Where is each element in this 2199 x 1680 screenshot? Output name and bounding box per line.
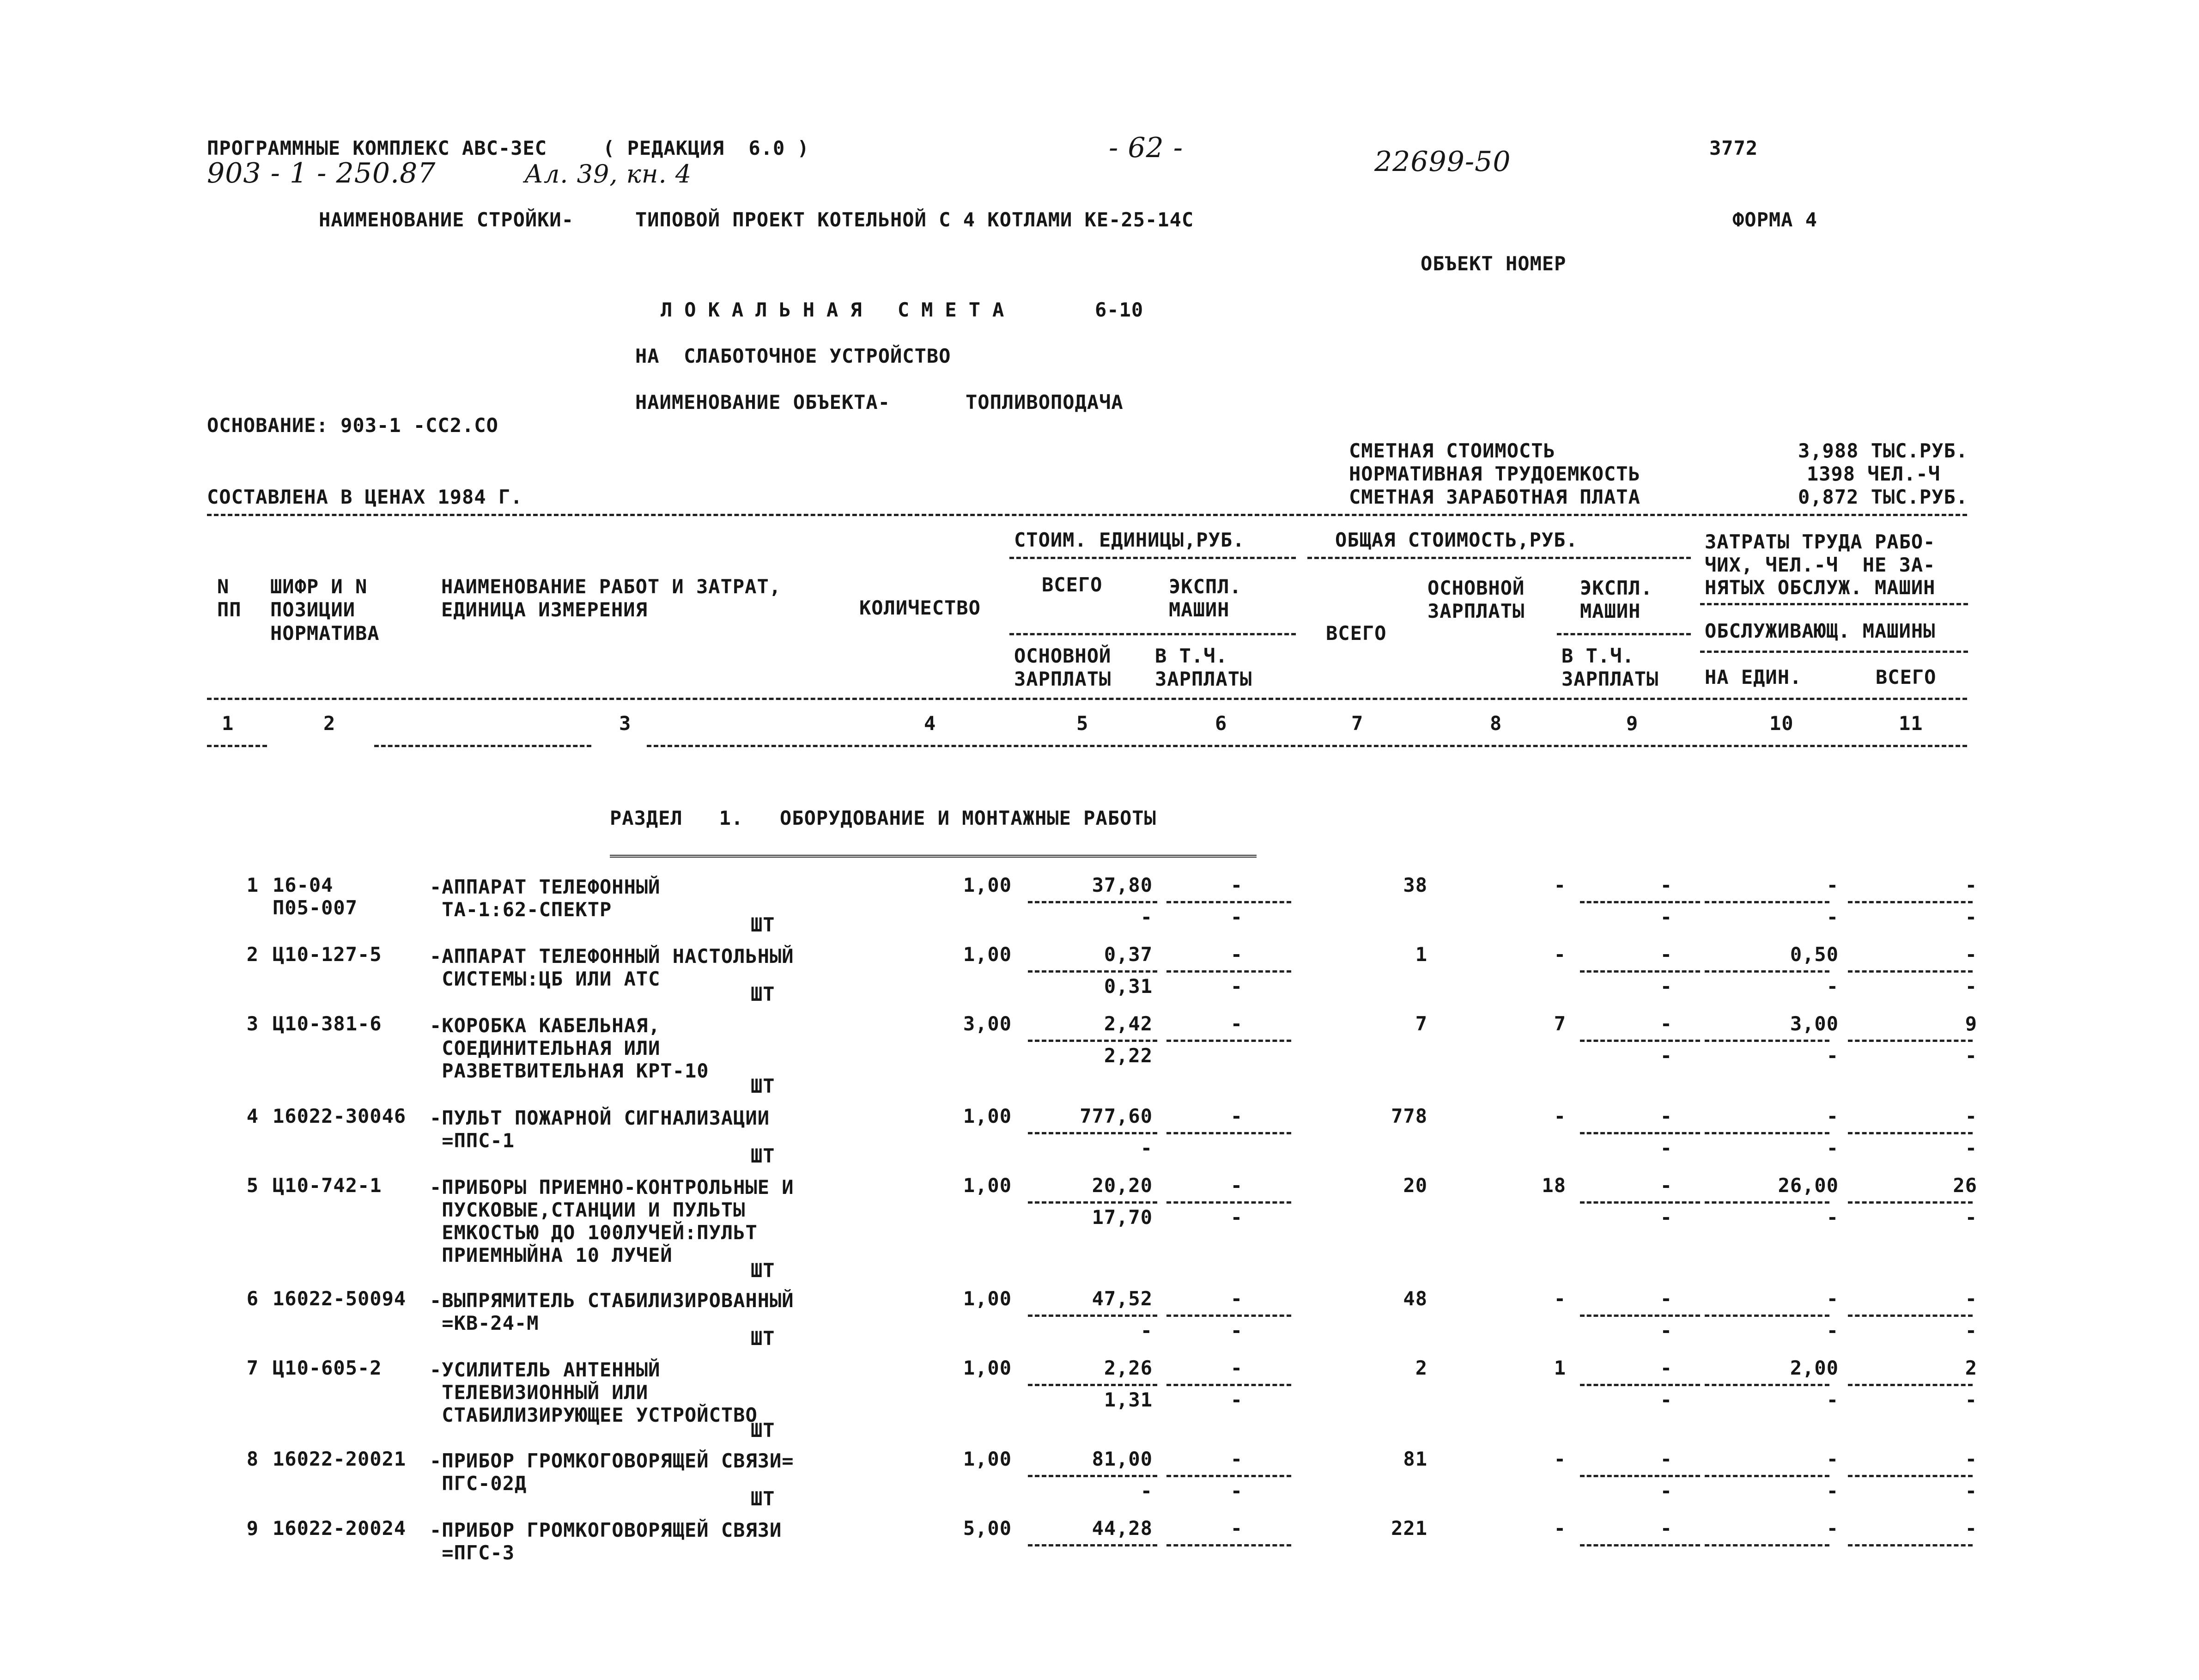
row-total-machines: - bbox=[1660, 1105, 1672, 1127]
row-rule-labor-total bbox=[1848, 1132, 1973, 1134]
row-name: -ВЫПРЯМИТЕЛЬ СТАБИЛИЗИРОВАННЫЙ =КВ-24-М bbox=[430, 1289, 794, 1334]
row-name: -ПРИБОРЫ ПРИЕМНО-КОНТРОЛЬНЫЕ И ПУСКОВЫЕ,СТАНЦИИ И ПУЛЬТЫ ЕМКОСТЬЮ ДО 100ЛУЧЕЙ:ПУЛЬТ ПРИЕМНЫЙНА 10 ЛУЧЕЙ bbox=[430, 1176, 794, 1266]
row-unit-machines: - bbox=[1230, 943, 1243, 966]
header-top-rule bbox=[207, 514, 1967, 516]
row-rule-labor-unit bbox=[1705, 1544, 1829, 1546]
col-num-rule-b bbox=[374, 745, 591, 747]
row-rule-labor-unit bbox=[1705, 1315, 1829, 1317]
row-unit-cost: 777,60 bbox=[1080, 1105, 1153, 1127]
row-name: -КОРОБКА КАБЕЛЬНАЯ, СОЕДИНИТЕЛЬНАЯ ИЛИ РАЗВЕТВИТЕЛЬНАЯ КРТ-10 bbox=[430, 1014, 709, 1082]
row-unit-machines: - bbox=[1230, 1105, 1243, 1127]
row-total-wages: 18 bbox=[1542, 1174, 1566, 1197]
col-num-6: 6 bbox=[1215, 712, 1227, 735]
row-labor-unit: - bbox=[1826, 874, 1839, 896]
row-unit-machine-wages: - bbox=[1230, 906, 1243, 928]
col-9-header: ЭКСПЛ. МАШИН bbox=[1580, 577, 1653, 623]
row-labor-total: - bbox=[1965, 1517, 1977, 1540]
object-label: НАИМЕНОВАНИЕ ОБЪЕКТА- bbox=[635, 391, 891, 414]
row-unit-cost: 20,20 bbox=[1092, 1174, 1153, 1197]
row-unit-cost: 47,52 bbox=[1092, 1287, 1153, 1310]
row-rule-labor-unit bbox=[1705, 1475, 1829, 1477]
row-code: 16022-20021 bbox=[273, 1448, 407, 1470]
row-total-machines: - bbox=[1660, 1517, 1672, 1540]
col-5b-header: ОСНОВНОЙ ЗАРПЛАТЫ bbox=[1014, 645, 1112, 691]
row-quantity: 5,00 bbox=[963, 1517, 1012, 1540]
row-unit-cost: 81,00 bbox=[1092, 1448, 1153, 1470]
col-num-10: 10 bbox=[1769, 712, 1794, 735]
row-unit-wages: 2,22 bbox=[1104, 1044, 1153, 1067]
row-unit-wages: - bbox=[1140, 1479, 1153, 1502]
page-number-handwritten: - 62 - bbox=[1109, 132, 1184, 164]
row-rule-unit-cost bbox=[1028, 901, 1157, 903]
row-rule-labor-unit bbox=[1705, 1201, 1829, 1204]
col-num-4: 4 bbox=[924, 712, 936, 735]
row-total-wages: - bbox=[1554, 1448, 1566, 1470]
row-rule-machines bbox=[1580, 1544, 1700, 1546]
row-labor-unit: 26,00 bbox=[1778, 1174, 1839, 1197]
unit-cost-rule bbox=[1009, 557, 1296, 559]
row-rule-unit-cost bbox=[1028, 970, 1157, 973]
col-code-header: ШИФР И N ПОЗИЦИИ НОРМАТИВА bbox=[270, 575, 380, 645]
row-labor-unit: 3,00 bbox=[1790, 1012, 1839, 1035]
row-labor-unit-b: - bbox=[1826, 1388, 1839, 1411]
row-rule-labor-total bbox=[1848, 901, 1973, 903]
section-double-rule bbox=[610, 855, 1257, 860]
row-code: Ц10-742-1 bbox=[273, 1174, 382, 1197]
row-rule-unit-cost bbox=[1028, 1201, 1157, 1204]
col-num-2: 2 bbox=[323, 712, 336, 735]
row-code: 16022-50094 bbox=[273, 1287, 407, 1310]
row-machine-wages: - bbox=[1660, 1137, 1672, 1159]
row-unit-machine-wages: - bbox=[1230, 1388, 1243, 1411]
row-name: -АППАРАТ ТЕЛЕФОННЫЙ НАСТОЛЬНЫЙ СИСТЕМЫ:ЦБ ИЛИ АТС bbox=[430, 945, 794, 990]
row-unit: ШТ bbox=[751, 983, 775, 1005]
row-rule-unit-machines bbox=[1166, 1201, 1291, 1204]
col-9b-header: В Т.Ч. ЗАРПЛАТЫ bbox=[1561, 645, 1659, 691]
row-number: 9 bbox=[246, 1517, 259, 1540]
row-rule-unit-cost bbox=[1028, 1544, 1157, 1546]
row-rule-labor-unit bbox=[1705, 1040, 1829, 1042]
price-basis: СОСТАВЛЕНА В ЦЕНАХ 1984 Г. bbox=[207, 486, 523, 508]
row-unit-machine-wages: - bbox=[1230, 1206, 1243, 1229]
row-total: 778 bbox=[1391, 1105, 1428, 1127]
col-7-header: ВСЕГО bbox=[1326, 622, 1387, 645]
row-labor-unit: - bbox=[1826, 1105, 1839, 1127]
row-rule-labor-unit bbox=[1705, 901, 1829, 903]
unit-cost-mid-rule bbox=[1009, 633, 1296, 635]
row-labor-total-b: - bbox=[1965, 906, 1977, 928]
row-code: Ц10-381-6 bbox=[273, 1012, 382, 1035]
row-unit-wages: - bbox=[1140, 906, 1153, 928]
object-name: ТОПЛИВОПОДАЧА bbox=[966, 391, 1124, 414]
col-11-header: ВСЕГО bbox=[1876, 666, 1937, 688]
row-unit-wages: - bbox=[1140, 1319, 1153, 1342]
row-machine-wages: - bbox=[1660, 1319, 1672, 1342]
col-num-rule-a bbox=[207, 745, 267, 747]
sheet-number: 3772 bbox=[1709, 137, 1758, 159]
row-machine-wages: - bbox=[1660, 975, 1672, 998]
row-unit-wages: 17,70 bbox=[1092, 1206, 1153, 1229]
summary-label-wages: СМЕТНАЯ ЗАРАБОТНАЯ ПЛАТА bbox=[1349, 486, 1640, 508]
row-total-wages: 1 bbox=[1554, 1357, 1566, 1379]
row-total-machines: - bbox=[1660, 1448, 1672, 1470]
row-name: -ПУЛЬТ ПОЖАРНОЙ СИГНАЛИЗАЦИИ =ППС-1 bbox=[430, 1107, 770, 1152]
row-total-wages: - bbox=[1554, 1105, 1566, 1127]
row-labor-total: - bbox=[1965, 1105, 1977, 1127]
row-quantity: 1,00 bbox=[963, 1287, 1012, 1310]
object-number-label: ОБЪЕКТ НОМЕР bbox=[1421, 252, 1567, 275]
row-rule-unit-machines bbox=[1166, 1132, 1291, 1134]
col-num-7: 7 bbox=[1351, 712, 1364, 735]
row-quantity: 1,00 bbox=[963, 943, 1012, 966]
row-labor-total-b: - bbox=[1965, 975, 1977, 998]
row-quantity: 1,00 bbox=[963, 1174, 1012, 1197]
col-name-header: НАИМЕНОВАНИЕ РАБОТ И ЗАТРАТ, ЕДИНИЦА ИЗМЕРЕНИЯ bbox=[441, 575, 782, 621]
row-rule-machines bbox=[1580, 1315, 1700, 1317]
row-labor-unit: 0,50 bbox=[1790, 943, 1839, 966]
row-labor-unit-b: - bbox=[1826, 1137, 1839, 1159]
row-code: 16022-30046 bbox=[273, 1105, 407, 1127]
row-rule-machines bbox=[1580, 1040, 1700, 1042]
row-quantity: 1,00 bbox=[963, 874, 1012, 896]
row-code-secondary: П05-007 bbox=[273, 896, 358, 919]
row-unit-cost: 2,42 bbox=[1104, 1012, 1153, 1035]
row-unit: ШТ bbox=[751, 913, 775, 936]
row-unit-wages: 0,31 bbox=[1104, 975, 1153, 998]
row-number: 2 bbox=[246, 943, 259, 966]
row-code: Ц10-605-2 bbox=[273, 1357, 382, 1379]
row-name: -АППАРАТ ТЕЛЕФОННЫЙ ТА-1:62-СПЕКТР bbox=[430, 876, 661, 921]
col-6-header: ЭКСПЛ. МАШИН bbox=[1169, 575, 1242, 621]
row-machine-wages: - bbox=[1660, 1388, 1672, 1411]
row-number: 4 bbox=[246, 1105, 259, 1127]
col-num-11: 11 bbox=[1899, 712, 1923, 735]
row-name: -УСИЛИТЕЛЬ АНТЕННЫЙ ТЕЛЕВИЗИОННЫЙ ИЛИ СТАБИЛИЗИРУЮЩЕЕ УСТРОЙСТВО bbox=[430, 1358, 758, 1426]
row-code: 16022-20024 bbox=[273, 1517, 407, 1540]
row-rule-labor-total bbox=[1848, 1040, 1973, 1042]
row-labor-unit: - bbox=[1826, 1287, 1839, 1310]
row-total: 48 bbox=[1403, 1287, 1428, 1310]
row-rule-labor-total bbox=[1848, 1544, 1973, 1546]
row-rule-machines bbox=[1580, 1201, 1700, 1204]
row-machine-wages: - bbox=[1660, 1206, 1672, 1229]
row-unit-cost: 0,37 bbox=[1104, 943, 1153, 966]
col-num-8: 8 bbox=[1490, 712, 1502, 735]
labor-rule bbox=[1700, 603, 1968, 605]
construction-name: ТИПОВОЙ ПРОЕКТ КОТЕЛЬНОЙ С 4 КОТЛАМИ КЕ-25-14С bbox=[635, 208, 1194, 231]
row-rule-unit-cost bbox=[1028, 1040, 1157, 1042]
row-rule-unit-cost bbox=[1028, 1132, 1157, 1134]
row-rule-unit-machines bbox=[1166, 970, 1291, 973]
program-edition: ( РЕДАКЦИЯ 6.0 ) bbox=[603, 137, 809, 159]
row-labor-total: 26 bbox=[1953, 1174, 1977, 1197]
row-rule-labor-unit bbox=[1705, 970, 1829, 973]
col-num-9: 9 bbox=[1626, 712, 1639, 735]
row-rule-labor-total bbox=[1848, 1201, 1973, 1204]
row-total-wages: - bbox=[1554, 874, 1566, 896]
row-number: 8 bbox=[246, 1448, 259, 1470]
labor-header: ЗАТРАТЫ ТРУДА РАБО- ЧИХ, ЧЕЛ.-Ч НЕ ЗА- НЯТЫХ ОБСЛУЖ. МАШИН bbox=[1705, 530, 1936, 599]
row-total: 7 bbox=[1415, 1012, 1428, 1035]
row-unit: ШТ bbox=[751, 1487, 775, 1510]
row-labor-unit-b: - bbox=[1826, 906, 1839, 928]
row-rule-labor-unit bbox=[1705, 1384, 1829, 1386]
row-total-machines: - bbox=[1660, 943, 1672, 966]
row-unit: ШТ bbox=[751, 1327, 775, 1350]
row-total: 20 bbox=[1403, 1174, 1428, 1197]
row-labor-total-b: - bbox=[1965, 1388, 1977, 1411]
row-name: -ПРИБОР ГРОМКОГОВОРЯЩЕЙ СВЯЗИ= ПГС-02Д bbox=[430, 1449, 794, 1495]
row-machine-wages: - bbox=[1660, 1479, 1672, 1502]
row-unit-machine-wages: - bbox=[1230, 1479, 1243, 1502]
row-quantity: 3,00 bbox=[963, 1012, 1012, 1035]
labor-mid-rule bbox=[1700, 651, 1968, 653]
album-handwritten: Ал. 39, кн. 4 bbox=[524, 159, 692, 189]
total-cost-header: ОБЩАЯ СТОИМОСТЬ,РУБ. bbox=[1335, 529, 1578, 551]
row-total: 2 bbox=[1415, 1357, 1428, 1379]
row-unit-machines: - bbox=[1230, 1012, 1243, 1035]
row-rule-unit-machines bbox=[1166, 1384, 1291, 1386]
col-number-header: N ПП bbox=[217, 575, 242, 621]
row-labor-total: - bbox=[1965, 1287, 1977, 1310]
form-label: ФОРМА 4 bbox=[1732, 208, 1818, 231]
row-labor-total-b: - bbox=[1965, 1206, 1977, 1229]
row-name: -ПРИБОР ГРОМКОГОВОРЯЩЕЙ СВЯЗИ =ПГС-3 bbox=[430, 1519, 782, 1564]
row-rule-unit-cost bbox=[1028, 1384, 1157, 1386]
row-labor-total-b: - bbox=[1965, 1319, 1977, 1342]
row-labor-total: - bbox=[1965, 874, 1977, 896]
row-quantity: 1,00 bbox=[963, 1448, 1012, 1470]
col-num-5: 5 bbox=[1076, 712, 1089, 735]
project-number-handwritten: 903 - 1 - 250.87 bbox=[207, 157, 436, 189]
row-rule-unit-machines bbox=[1166, 1544, 1291, 1546]
row-labor-total-b: - bbox=[1965, 1479, 1977, 1502]
total-cost-rule bbox=[1307, 557, 1691, 559]
row-unit: ШТ bbox=[751, 1259, 775, 1282]
estimate-number: 6-10 bbox=[1095, 298, 1144, 321]
row-unit-wages: - bbox=[1140, 1137, 1153, 1159]
row-code: Ц10-127-5 bbox=[273, 943, 382, 966]
col-quantity-header: КОЛИЧЕСТВО bbox=[859, 597, 981, 619]
row-rule-labor-unit bbox=[1705, 1132, 1829, 1134]
row-unit-cost: 2,26 bbox=[1104, 1357, 1153, 1379]
row-code: 16-04 bbox=[273, 874, 334, 896]
row-quantity: 1,00 bbox=[963, 1105, 1012, 1127]
col-10-header: НА ЕДИН. bbox=[1705, 666, 1802, 688]
row-unit: ШТ bbox=[751, 1419, 775, 1442]
row-number: 3 bbox=[246, 1012, 259, 1035]
col-8-header: ОСНОВНОЙ ЗАРПЛАТЫ bbox=[1428, 577, 1525, 623]
row-rule-labor-total bbox=[1848, 1384, 1973, 1386]
section-title: РАЗДЕЛ 1. ОБОРУДОВАНИЕ И МОНТАЖНЫЕ РАБОТЫ bbox=[610, 807, 1156, 829]
row-labor-unit-b: - bbox=[1826, 1044, 1839, 1067]
row-rule-machines bbox=[1580, 1475, 1700, 1477]
row-rule-unit-machines bbox=[1166, 1315, 1291, 1317]
row-rule-unit-cost bbox=[1028, 1315, 1157, 1317]
program-name: ПРОГРАММНЫЕ КОМПЛЕКС АВС-3ЕС bbox=[207, 137, 547, 159]
row-total-machines: - bbox=[1660, 1012, 1672, 1035]
row-labor-unit-b: - bbox=[1826, 1479, 1839, 1502]
row-unit-cost: 37,80 bbox=[1092, 874, 1153, 896]
col-num-3: 3 bbox=[619, 712, 632, 735]
col-5-header: ВСЕГО bbox=[1042, 573, 1103, 596]
row-rule-unit-machines bbox=[1166, 901, 1291, 903]
row-unit-machines: - bbox=[1230, 1448, 1243, 1470]
summary-value-labor: 1398 ЧЕЛ.-Ч bbox=[1806, 463, 1940, 485]
row-labor-total-b: - bbox=[1965, 1137, 1977, 1159]
row-rule-unit-machines bbox=[1166, 1475, 1291, 1477]
unit-cost-header: СТОИМ. ЕДИНИЦЫ,РУБ. bbox=[1014, 529, 1245, 551]
row-unit: ШТ bbox=[751, 1075, 775, 1097]
row-unit-machines: - bbox=[1230, 874, 1243, 896]
row-rule-machines bbox=[1580, 1132, 1700, 1134]
basis: ОСНОВАНИЕ: 903-1 -СС2.СО bbox=[207, 414, 498, 437]
row-unit-cost: 44,28 bbox=[1092, 1517, 1153, 1540]
row-total-wages: 7 bbox=[1554, 1012, 1566, 1035]
row-total-machines: - bbox=[1660, 1357, 1672, 1379]
row-labor-total-b: - bbox=[1965, 1044, 1977, 1067]
row-unit: ШТ bbox=[751, 1144, 775, 1167]
row-number: 6 bbox=[246, 1287, 259, 1310]
labor-machines-header: ОБСЛУЖИВАЮЩ. МАШИНЫ bbox=[1705, 620, 1936, 642]
summary-value-wages: 0,872 ТЫС.РУБ. bbox=[1798, 486, 1968, 508]
row-total-machines: - bbox=[1660, 1174, 1672, 1197]
row-labor-total: 9 bbox=[1965, 1012, 1977, 1035]
row-total-machines: - bbox=[1660, 874, 1672, 896]
row-labor-total: 2 bbox=[1965, 1357, 1977, 1379]
row-unit-machines: - bbox=[1230, 1357, 1243, 1379]
col-num-1: 1 bbox=[222, 712, 234, 735]
row-total: 1 bbox=[1415, 943, 1428, 966]
row-machine-wages: - bbox=[1660, 906, 1672, 928]
row-labor-unit: 2,00 bbox=[1790, 1357, 1839, 1379]
construction-label: НАИМЕНОВАНИЕ СТРОЙКИ- bbox=[319, 208, 574, 231]
row-total-machines: - bbox=[1660, 1287, 1672, 1310]
estimate-title: ЛОКАЛЬНАЯ СМЕТА bbox=[661, 298, 1016, 321]
row-rule-labor-total bbox=[1848, 970, 1973, 973]
summary-label-labor: НОРМАТИВНАЯ ТРУДОЕМКОСТЬ bbox=[1349, 463, 1640, 485]
row-unit-machines: - bbox=[1230, 1517, 1243, 1540]
row-labor-total: - bbox=[1965, 943, 1977, 966]
row-unit-machine-wages: - bbox=[1230, 1319, 1243, 1342]
row-labor-unit-b: - bbox=[1826, 975, 1839, 998]
row-total-wages: - bbox=[1554, 1517, 1566, 1540]
row-unit-machine-wages: - bbox=[1230, 975, 1243, 998]
row-total-wages: - bbox=[1554, 1287, 1566, 1310]
estimate-purpose: НА СЛАБОТОЧНОЕ УСТРОЙСТВО bbox=[635, 345, 951, 367]
document-number-handwritten: 22699-50 bbox=[1374, 146, 1511, 178]
row-labor-unit-b: - bbox=[1826, 1319, 1839, 1342]
summary-value-cost: 3,988 ТЫС.РУБ. bbox=[1798, 439, 1968, 462]
row-machine-wages: - bbox=[1660, 1044, 1672, 1067]
row-number: 5 bbox=[246, 1174, 259, 1197]
row-rule-machines bbox=[1580, 901, 1700, 903]
row-labor-unit: - bbox=[1826, 1517, 1839, 1540]
row-rule-unit-machines bbox=[1166, 1040, 1291, 1042]
row-number: 1 bbox=[246, 874, 259, 896]
row-rule-machines bbox=[1580, 1384, 1700, 1386]
row-rule-labor-total bbox=[1848, 1315, 1973, 1317]
col-num-rule-c bbox=[647, 745, 1967, 747]
row-total: 221 bbox=[1391, 1517, 1428, 1540]
row-total: 81 bbox=[1403, 1448, 1428, 1470]
row-rule-unit-cost bbox=[1028, 1475, 1157, 1477]
row-unit-wages: 1,31 bbox=[1104, 1388, 1153, 1411]
row-rule-labor-total bbox=[1848, 1475, 1973, 1477]
row-unit-machines: - bbox=[1230, 1174, 1243, 1197]
summary-label-cost: СМЕТНАЯ СТОИМОСТЬ bbox=[1349, 439, 1555, 462]
row-total-wages: - bbox=[1554, 943, 1566, 966]
row-labor-total: - bbox=[1965, 1448, 1977, 1470]
col-6b-header: В Т.Ч. ЗАРПЛАТЫ bbox=[1155, 645, 1252, 691]
header-bottom-rule bbox=[207, 698, 1967, 700]
row-rule-machines bbox=[1580, 970, 1700, 973]
row-unit-machines: - bbox=[1230, 1287, 1243, 1310]
row-total: 38 bbox=[1403, 874, 1428, 896]
col-9-mid-rule bbox=[1557, 633, 1691, 635]
row-quantity: 1,00 bbox=[963, 1357, 1012, 1379]
row-number: 7 bbox=[246, 1357, 259, 1379]
row-labor-unit: - bbox=[1826, 1448, 1839, 1470]
row-labor-unit-b: - bbox=[1826, 1206, 1839, 1229]
